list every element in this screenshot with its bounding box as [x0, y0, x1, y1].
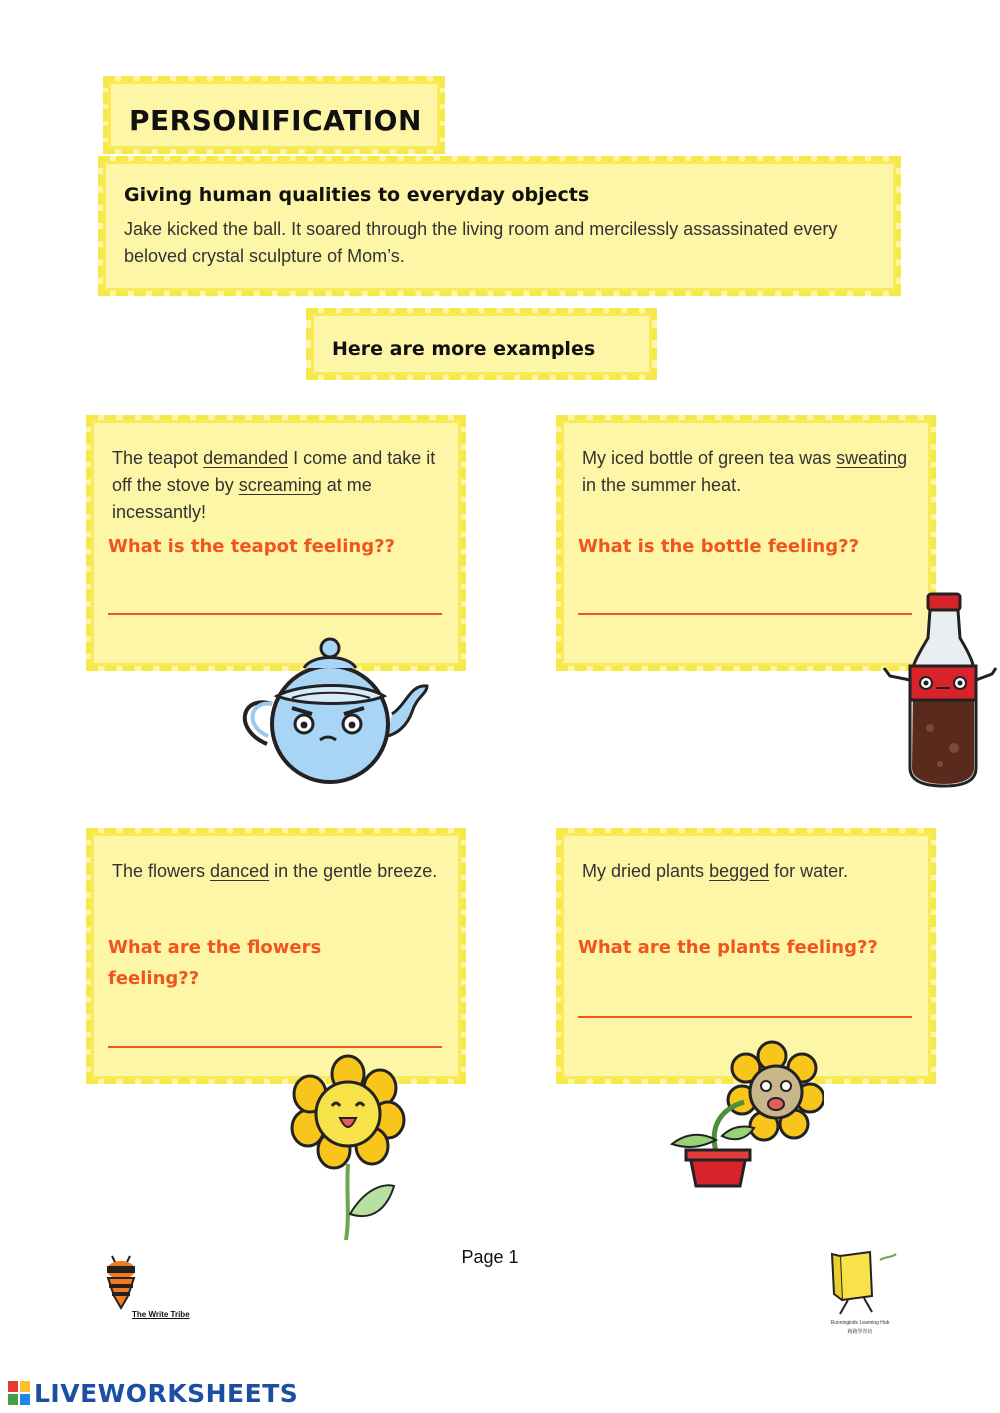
example-card-teapot — [86, 415, 466, 671]
question-bottle: What is the bottle feeling?? — [578, 536, 860, 557]
more-examples-label: Here are more examples — [332, 338, 596, 360]
personification-verb: begged — [709, 861, 770, 881]
definition-heading: Giving human qualities to everyday objects — [124, 184, 590, 206]
bee-icon — [98, 1250, 144, 1310]
question-plants: What are the plants feeling?? — [578, 937, 878, 958]
example-sentence: The flowers danced in the gentle breeze. — [112, 861, 438, 881]
title-box — [103, 76, 445, 154]
runningkids-caption: Runningkids Learning Hub — [830, 1320, 890, 1326]
begging-plant-icon — [668, 1040, 824, 1190]
page-title: PERSONIFICATION — [129, 104, 422, 137]
definition-example: Jake kicked the ball. It soared through the living room and mercilessly assassinated every beloved crystal sculpture of Mom’s. — [124, 219, 838, 266]
example-sentence: My iced bottle of green tea was sweating in the summer heat. — [582, 448, 908, 495]
running-book-icon — [820, 1246, 900, 1316]
example-sentence: The teapot demanded I come and take it off the stove by screaming at me incessantly! — [112, 448, 436, 522]
dancing-flower-icon — [288, 1054, 408, 1244]
angry-teapot-icon — [232, 634, 432, 784]
personification-verb: danced — [210, 861, 270, 881]
personification-verb: sweating — [836, 448, 908, 468]
liveworksheets-brand[interactable] — [8, 1378, 298, 1408]
sweating-bottle-icon — [880, 588, 1000, 788]
example-card-bottle — [556, 415, 936, 671]
runningkids-logo — [812, 1246, 908, 1342]
write-tribe-caption: The Write Tribe — [132, 1310, 190, 1319]
liveworksheets-logo-icon — [8, 1381, 30, 1405]
definition-box — [98, 156, 901, 296]
more-examples-box — [306, 308, 657, 380]
runningkids-subcaption: 跑跑學習坊 — [847, 1329, 873, 1335]
answer-line-flowers[interactable] — [108, 1046, 442, 1048]
example-sentence: My dried plants begged for water. — [582, 861, 849, 881]
question-flowers: What are the flowers feeling?? — [108, 937, 322, 989]
question-teapot: What is the teapot feeling?? — [108, 536, 395, 557]
liveworksheets-wordmark: LIVEWORKSHEETS — [34, 1378, 299, 1408]
personification-verb: demanded — [203, 448, 289, 468]
personification-verb: screaming — [238, 475, 322, 495]
answer-line-plants[interactable] — [578, 1016, 912, 1018]
write-tribe-logo — [98, 1250, 208, 1330]
example-card-flowers — [86, 828, 466, 1084]
answer-line-bottle[interactable] — [578, 613, 912, 615]
answer-line-teapot[interactable] — [108, 613, 442, 615]
page-number: Page 1 — [461, 1247, 519, 1267]
